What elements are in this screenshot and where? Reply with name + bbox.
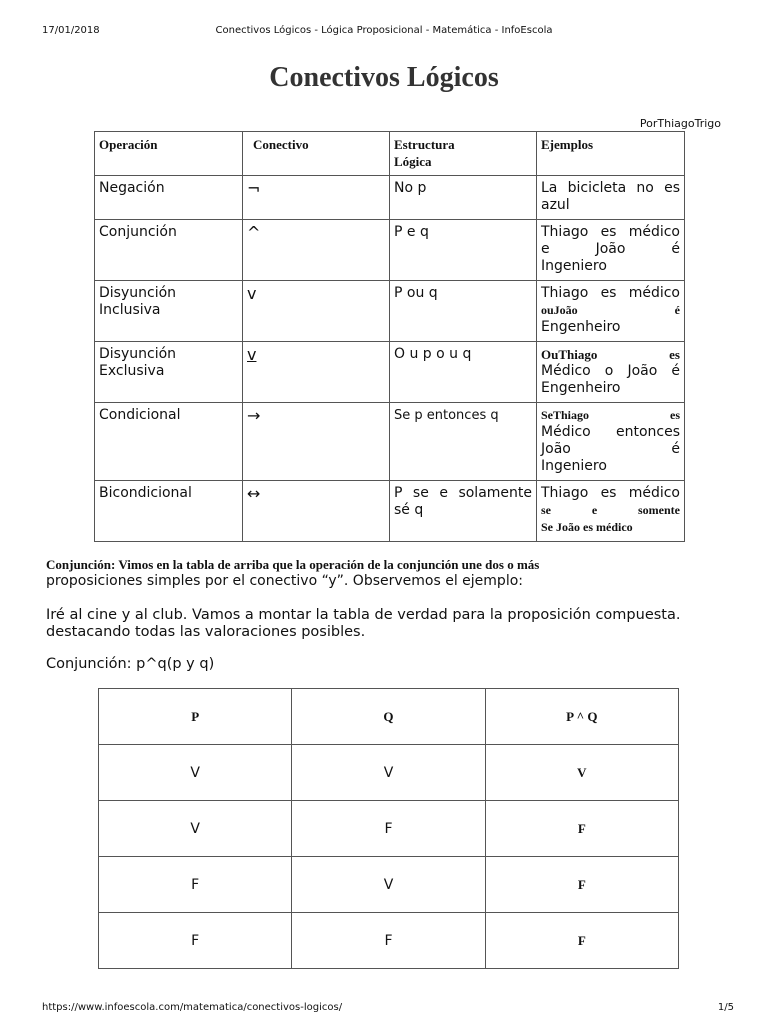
cell-connective: [243, 220, 390, 281]
cell-structure: [390, 176, 537, 220]
example-line: Thiago es médico: [541, 485, 680, 501]
truth-table: [98, 688, 679, 969]
operation-text: Exclusiva: [99, 363, 165, 379]
cell-connective: [243, 281, 390, 342]
exclusive-or-symbol: v: [247, 345, 257, 364]
example-line: Thiago es médico: [541, 285, 680, 301]
example-line: La bicicleta no es: [541, 180, 680, 196]
truth-header-row: [99, 689, 679, 745]
cell-operation: [95, 342, 243, 403]
operation-text: Condicional: [99, 407, 181, 423]
connectives-header-row: [95, 132, 685, 176]
connective-symbol: v: [247, 284, 257, 303]
connective-symbol: ¬: [247, 179, 261, 198]
print-page-title: Conectivos Lógicos - Lógica Proposicional - Matemática - InfoEscola: [215, 25, 553, 36]
operation-text: Disyunción: [99, 285, 177, 301]
example-line: João é: [541, 441, 680, 457]
cell-connective: [243, 403, 390, 481]
table-row: [95, 281, 685, 342]
table-row: [95, 220, 685, 281]
truth-row: [99, 857, 679, 913]
header-structure: [390, 132, 537, 176]
structure-text: O u p o u q: [394, 346, 472, 362]
connectives-table: [94, 131, 685, 542]
cell-example: [537, 281, 685, 342]
table-row: [95, 403, 685, 481]
truth-cell-q: F: [292, 913, 485, 969]
example-line: Engenheiro: [541, 319, 621, 335]
cell-operation: [95, 220, 243, 281]
arrow-right-icon: →: [247, 406, 261, 425]
print-date: 17/01/2018: [42, 25, 100, 36]
truth-cell-result: F: [485, 857, 678, 913]
table-row: [95, 342, 685, 403]
footer-url-link[interactable]: https://www.infoescola.com/matematica/conectivos-logicos/: [42, 1002, 343, 1013]
truth-row: [99, 913, 679, 969]
example-paragraph-line1: Iré al cine y al club. Vamos a montar la tabla de verdad para la proposición compuesta.: [46, 607, 681, 623]
operation-text: Bicondicional: [99, 485, 192, 501]
example-line: Se João es médico: [541, 520, 633, 534]
example-line: se e somente: [541, 503, 680, 517]
example-line: e João é: [541, 241, 680, 257]
cell-operation: [95, 403, 243, 481]
truth-cell-q: V: [292, 745, 485, 801]
example-line: Ingeniero: [541, 458, 607, 474]
truth-cell-p: F: [99, 913, 292, 969]
structure-text: P e q: [394, 224, 429, 240]
truth-cell-q: F: [292, 801, 485, 857]
example-line: OuThiago es: [541, 347, 680, 362]
double-arrow-icon: ↔: [247, 484, 261, 503]
example-line: Médico entonces: [541, 424, 680, 440]
header-structure-line2: Lógica: [394, 154, 432, 169]
conjunction-paragraph: [46, 556, 726, 590]
header-connective: Conectivo: [243, 132, 390, 176]
truth-header-p: P: [99, 689, 292, 745]
example-line: Médico o João é: [541, 363, 680, 379]
table-row: [95, 481, 685, 542]
cell-connective: [243, 342, 390, 403]
example-line: azul: [541, 197, 570, 213]
truth-cell-p: F: [99, 857, 292, 913]
structure-text: Se p entonces q: [394, 408, 499, 423]
example-paragraph-line2: destacando todas las valoraciones posibles.: [46, 624, 366, 640]
conjunction-paragraph-rest: proposiciones simples por el conectivo “y”. Observemos el ejemplo:: [46, 573, 523, 589]
cell-connective: [243, 481, 390, 542]
cell-structure: [390, 403, 537, 481]
example-line: Engenheiro: [541, 380, 621, 396]
cell-example: [537, 176, 685, 220]
truth-cell-q: V: [292, 857, 485, 913]
operation-text: Disyunción: [99, 346, 177, 362]
truth-cell-result: F: [485, 913, 678, 969]
example-line: SeThiago es: [541, 408, 680, 422]
cell-example: [537, 481, 685, 542]
example-line: ouJoão é: [541, 303, 680, 317]
cell-operation: [95, 176, 243, 220]
truth-header-result: P ^ Q: [485, 689, 678, 745]
structure-text: sé q: [394, 502, 424, 518]
truth-row: [99, 745, 679, 801]
truth-cell-p: V: [99, 801, 292, 857]
header-structure-line1: Estructura: [394, 137, 455, 152]
truth-cell-result: F: [485, 801, 678, 857]
cell-example: [537, 403, 685, 481]
cell-structure: [390, 481, 537, 542]
example-line: Ingeniero: [541, 258, 607, 274]
truth-cell-p: V: [99, 745, 292, 801]
truth-header-q: Q: [292, 689, 485, 745]
conjunction-paragraph-lead: Conjunción: Vimos en la tabla de arriba que la operación de la conjunción une dos o más: [46, 557, 540, 572]
table-row: [95, 176, 685, 220]
header-operation: Operación: [95, 132, 243, 176]
page-number: 1/5: [717, 1002, 734, 1013]
connective-symbol: ^: [247, 223, 261, 242]
truth-row: [99, 801, 679, 857]
cell-example: [537, 342, 685, 403]
example-paragraph: [46, 607, 726, 641]
cell-operation: [95, 481, 243, 542]
header-examples: Ejemplos: [537, 132, 685, 176]
article-title: Conectivos Lógicos: [269, 62, 499, 93]
author-byline[interactable]: PorThiagoTrigo: [639, 117, 721, 130]
cell-structure: [390, 281, 537, 342]
operation-text: Negación: [99, 180, 165, 196]
cell-example: [537, 220, 685, 281]
example-line: Thiago es médico: [541, 224, 680, 240]
truth-cell-result: V: [485, 745, 678, 801]
structure-text: P se e solamente: [394, 485, 532, 501]
structure-text: P ou q: [394, 285, 438, 301]
structure-text: No p: [394, 180, 427, 196]
cell-connective: [243, 176, 390, 220]
cell-operation: [95, 281, 243, 342]
cell-structure: [390, 220, 537, 281]
operation-text: Conjunción: [99, 224, 177, 240]
operation-text: Inclusiva: [99, 302, 161, 318]
conjunction-formula: Conjunción: p^q(p y q): [46, 656, 215, 672]
cell-structure: [390, 342, 537, 403]
